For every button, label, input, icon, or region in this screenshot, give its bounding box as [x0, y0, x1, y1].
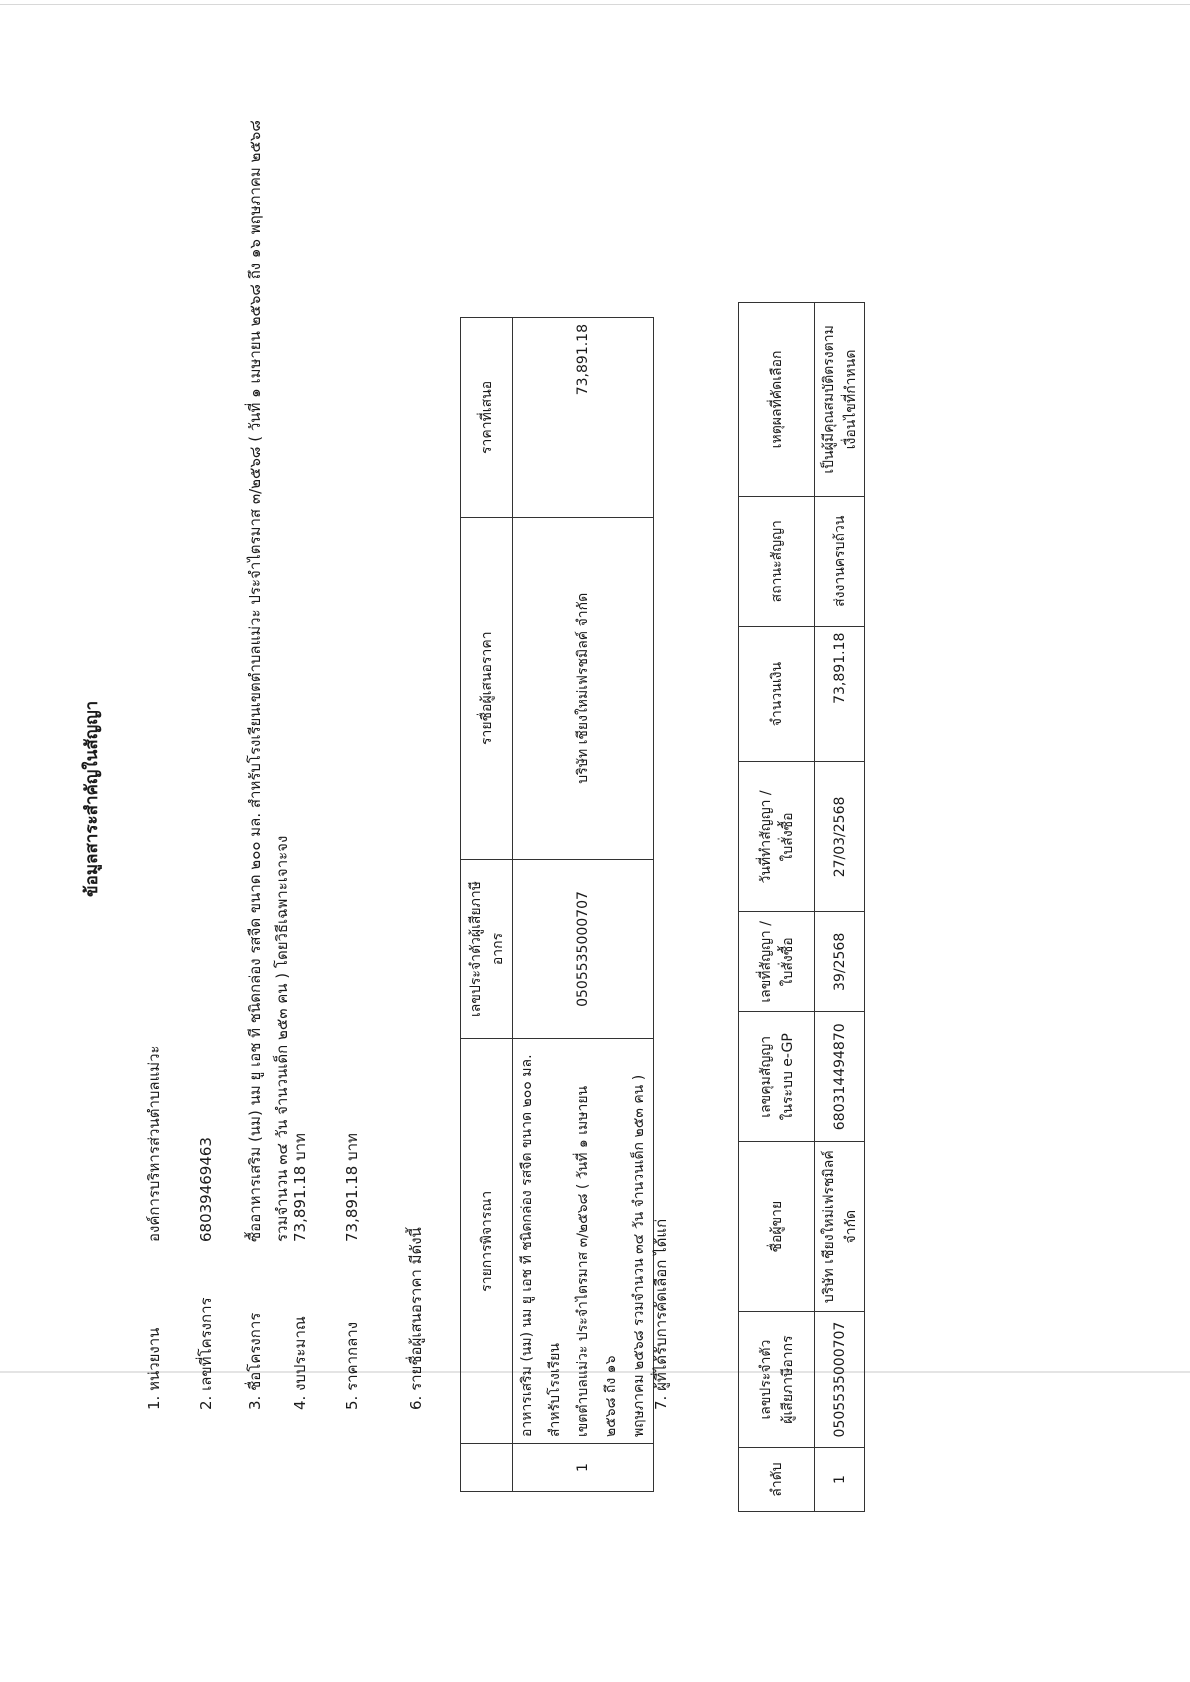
winners-header-egp: [739, 1012, 815, 1142]
winners-header-tax-id-line2: ผู้เสียภาษีอากร: [779, 1335, 796, 1424]
winners-header-tax-id: [739, 1312, 815, 1448]
item-agency-label: 1. หน่วยงาน: [145, 1327, 163, 1410]
document-title: ข้อมูลสาระสำคัญในสัญญา: [82, 700, 102, 897]
winners-table: [738, 302, 865, 1512]
table-row: [815, 303, 865, 1512]
item-project-name-label: 3. ชื่อโครงการ: [246, 1312, 264, 1410]
winners-header-contract-date-line2: ใบสั่งซื้อ: [779, 812, 796, 862]
item-agency-value: องค์การบริหารส่วนตำบลแม่วะ: [145, 1045, 163, 1242]
item-project-number-label: 2. เลขที่โครงการ: [197, 1297, 215, 1410]
winner-row-no: 1: [815, 1448, 865, 1512]
winners-header-status: สถานะสัญญา: [739, 496, 815, 626]
item-project-name-line2: รวมจำนวน ๓๔ วัน จำนวนเด็ก ๒๕๓ คน ) โดยวิธีเฉพาะเจาะจง: [273, 835, 291, 1242]
item-project-name-line1: ซื้ออาหารเสริม (นม) นม ยู เอช ที ชนิดกล่อง รสจืด ขนาด ๒๐๐ มล. สำหรับโรงเรียนเขตตำบลแม่วะ ประจำไตรมาส ๓/๒๕๖๘ ( วันที่ ๑ เมษายน ๒๕๖๘ ถึง ๑๖ พฤษภาคม ๒๕๖๘: [246, 120, 264, 1242]
winners-header-egp-line1: เลขคุมสัญญา: [757, 1035, 774, 1118]
bidder-row-item: [513, 1039, 654, 1444]
winners-header-no: ลำดับ: [739, 1448, 815, 1512]
bidders-header-no: [461, 1444, 513, 1492]
section6-title: 6. รายชื่อผู้เสนอราคา มีดังนี้: [407, 1227, 425, 1410]
winners-header-contract-date-line1: วันที่ทำสัญญา /: [757, 790, 774, 884]
bidders-header-price: ราคาที่เสนอ: [461, 318, 513, 518]
section7-title: 7. ผู้ที่ได้รับการคัดเลือก ได้แก่: [652, 1218, 670, 1410]
winners-header-row: [739, 303, 815, 1512]
winners-header-contract-no-line1: เลขที่สัญญา /: [757, 921, 774, 1003]
winners-header-tax-id-line1: เลขประจำตัว: [757, 1339, 774, 1420]
bidders-header-bidder: รายชื่อผู้เสนอราคา: [461, 517, 513, 859]
table-row: [513, 318, 654, 1492]
item-budget-label: 4. งบประมาณ: [291, 1316, 309, 1410]
bidder-row-tax-id: 0505535000707: [513, 859, 654, 1039]
item-budget-value: 73,891.18 บาท: [291, 1133, 309, 1242]
winners-header-contract-no: [739, 912, 815, 1012]
winners-header-contract-date: [739, 762, 815, 912]
bidder-row-item-line1: อาหารเสริม (นม) นม ยู เอช ที ชนิดกล่อง รสจืด ขนาด ๒๐๐ มล. สำหรับโรงเรียน: [519, 1054, 563, 1438]
winner-row-seller: บริษัท เชียงใหม่เฟรชมิลค์ จำกัด: [815, 1142, 865, 1312]
winner-row-contract-date: 27/03/2568: [815, 762, 865, 912]
bidder-row-item-line2: เขตตำบลแม่วะ ประจำไตรมาส ๓/๒๕๖๘ ( วันที่ ๑ เมษายน ๒๕๖๘ ถึง ๑๖: [575, 1085, 619, 1438]
bidder-row-item-line3: พฤษภาคม ๒๕๖๘ รวมจำนวน ๓๔ วัน จำนวนเด็ก ๒๕๓ คน ): [631, 1074, 647, 1438]
item-project-number-value: 68039469463: [197, 1137, 215, 1242]
winner-row-reason: เป็นผู้มีคุณสมบัติตรงตามเงื่อนไขที่กำหนด: [815, 303, 865, 497]
winners-header-contract-no-line2: ใบสั่งซื้อ: [779, 937, 796, 987]
item-median-price-value: 73,891.18 บาท: [343, 1133, 361, 1242]
winner-row-contract-no: 39/2568: [815, 912, 865, 1012]
bidder-row-price: 73,891.18: [513, 318, 654, 518]
winners-header-seller: ชื่อผู้ขาย: [739, 1142, 815, 1312]
winner-row-amount: 73,891.18: [815, 626, 865, 762]
bidders-table: [460, 317, 654, 1492]
bidder-row-no: 1: [513, 1444, 654, 1492]
bidders-header-item: รายการพิจารณา: [461, 1039, 513, 1444]
bidders-header-tax-id: เลขประจำตัวผู้เสียภาษีอากร: [461, 859, 513, 1039]
winner-row-status: ส่งงานครบถ้วน: [815, 496, 865, 626]
winner-row-egp: 680314494870: [815, 1012, 865, 1142]
winners-header-amount: จำนวนเงิน: [739, 626, 815, 762]
winner-row-tax-id: 0505535000707: [815, 1312, 865, 1448]
winners-header-reason: เหตุผลที่คัดเลือก: [739, 303, 815, 497]
bidders-header-row: [461, 318, 513, 1492]
bidder-row-bidder: บริษัท เชียงใหม่เฟรชมิลค์ จำกัด: [513, 517, 654, 859]
item-median-price-label: 5. ราคากลาง: [343, 1321, 361, 1410]
winners-header-egp-line2: ในระบบ e-GP: [779, 1033, 796, 1121]
